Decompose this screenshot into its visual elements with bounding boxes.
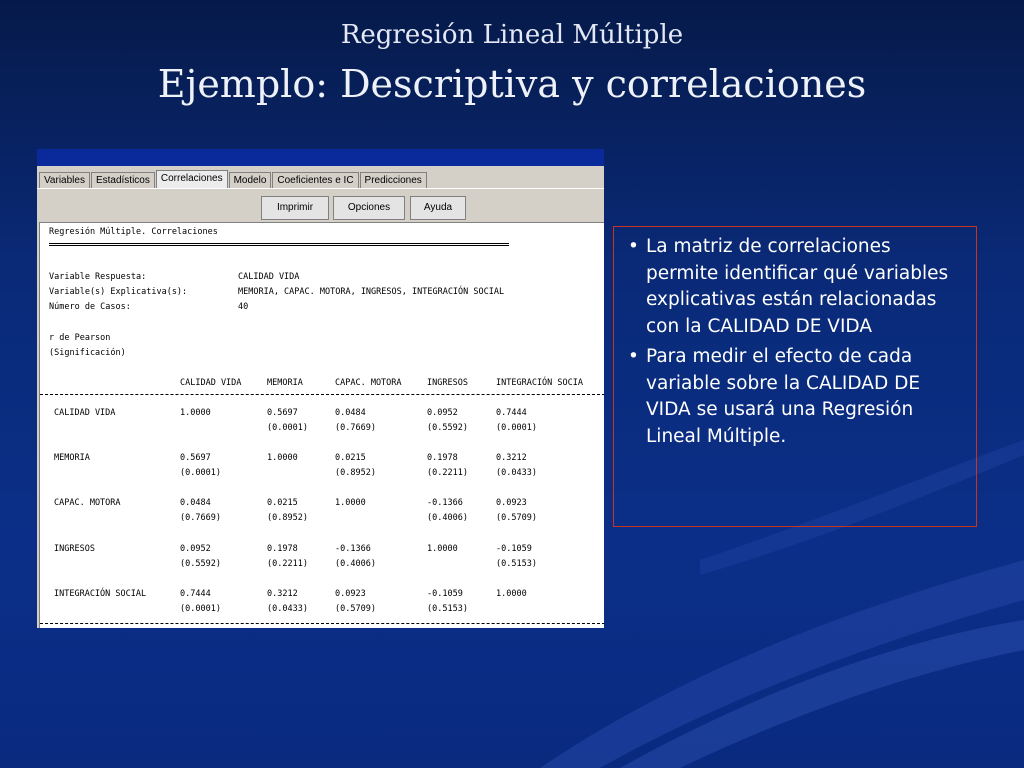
table-cell: -0.1059 xyxy=(496,544,532,554)
slide-title: Regresión Lineal Múltiple xyxy=(340,20,684,50)
tab-bar xyxy=(39,172,428,189)
col-header: CAPAC. MOTORA xyxy=(335,378,402,388)
table-cell: -0.1366 xyxy=(335,544,371,554)
table-cell: (0.8952) xyxy=(267,513,308,523)
cases-label: Número de Casos: xyxy=(49,302,131,312)
col-header: INTEGRACIÓN SOCIA xyxy=(496,378,583,388)
table-cell: (0.7669) xyxy=(335,423,376,433)
table-cell: 0.0484 xyxy=(180,498,211,508)
row-label: CALIDAD VIDA xyxy=(54,408,116,418)
table-cell: (0.0001) xyxy=(496,423,537,433)
table-cell: 0.0923 xyxy=(496,498,527,508)
table-cell: 0.0215 xyxy=(335,453,366,463)
row-label: INTEGRACIÓN SOCIAL xyxy=(54,589,147,599)
notes-box xyxy=(613,226,977,527)
table-cell: (0.0433) xyxy=(496,468,537,478)
table-cell: (0.5592) xyxy=(427,423,468,433)
table-cell: 1.0000 xyxy=(267,453,298,463)
print-button[interactable]: Imprimir xyxy=(261,196,329,220)
table-cell: 0.1978 xyxy=(267,544,298,554)
table-cell: 0.0484 xyxy=(335,408,366,418)
table-cell: -0.1059 xyxy=(427,589,463,599)
table-cell: 0.0952 xyxy=(180,544,211,554)
pearson-label: r de Pearson xyxy=(49,333,111,343)
table-cell: 0.0215 xyxy=(267,498,298,508)
table-cell: 1.0000 xyxy=(496,589,527,599)
tab-correlaciones[interactable]: Correlaciones xyxy=(156,170,228,189)
row-label: CAPAC. MOTORA xyxy=(54,498,121,508)
table-cell: (0.0001) xyxy=(180,468,221,478)
help-button[interactable]: Ayuda xyxy=(410,196,466,220)
table-cell: 0.7444 xyxy=(180,589,211,599)
tab-variables[interactable]: Variables xyxy=(39,172,90,189)
col-header: INGRESOS xyxy=(427,378,468,388)
table-cell: 0.7444 xyxy=(496,408,527,418)
options-button[interactable]: Opciones xyxy=(333,196,405,220)
table-cell: 0.5697 xyxy=(267,408,298,418)
table-cell: -0.1366 xyxy=(427,498,463,508)
table-cell: 0.3212 xyxy=(267,589,298,599)
tab-predicciones[interactable]: Predicciones xyxy=(360,172,427,189)
tab-divider xyxy=(37,188,604,189)
table-cell: 0.3212 xyxy=(496,453,527,463)
report-output xyxy=(39,222,604,628)
table-cell: 0.0952 xyxy=(427,408,458,418)
table-cell: 1.0000 xyxy=(427,544,458,554)
window-title-bar xyxy=(37,149,604,166)
explanatory-label: Variable(s) Explicativa(s): xyxy=(49,287,188,297)
table-cell: (0.5153) xyxy=(427,604,468,614)
explanatory-value: MEMORIA, CAPAC. MOTORA, INGRESOS, INTEGRACIÓN SOCIAL xyxy=(238,287,505,297)
tab-coeficientes[interactable]: Coeficientes e IC xyxy=(272,172,358,189)
table-cell: (0.2211) xyxy=(267,559,308,569)
table-cell: (0.0433) xyxy=(267,604,308,614)
bullet-item: • Para medir el efecto de cada variable sobre la CALIDAD DE VIDA se usará una Regresión Lineal Múltiple. xyxy=(622,344,968,450)
bullet-item: • La matriz de correlaciones permite identificar qué variables explicativas están relacionadas con la CALIDAD DE VIDA xyxy=(622,234,968,340)
signif-label: (Significación) xyxy=(49,348,126,358)
cases-value: 40 xyxy=(238,302,249,312)
heading-rule xyxy=(49,243,509,246)
table-cell: 1.0000 xyxy=(335,498,366,508)
table-cell: (0.5153) xyxy=(496,559,537,569)
table-cell: (0.5709) xyxy=(496,513,537,523)
response-label: Variable Respuesta: xyxy=(49,272,147,282)
table-cell: 1.0000 xyxy=(180,408,211,418)
table-cell: (0.7669) xyxy=(180,513,221,523)
report-heading: Regresión Múltiple. Correlaciones xyxy=(49,227,218,237)
table-cell: (0.0001) xyxy=(267,423,308,433)
col-header: MEMORIA xyxy=(267,378,303,388)
tab-estadisticos[interactable]: Estadísticos xyxy=(91,172,155,189)
table-cell: (0.8952) xyxy=(335,468,376,478)
table-cell: (0.0001) xyxy=(180,604,221,614)
response-value: CALIDAD VIDA xyxy=(238,272,300,282)
tab-modelo[interactable]: Modelo xyxy=(229,172,272,189)
table-cell: 0.1978 xyxy=(427,453,458,463)
row-label: INGRESOS xyxy=(54,544,95,554)
table-top-rule xyxy=(40,394,604,395)
row-label: MEMORIA xyxy=(54,453,90,463)
col-header: CALIDAD VIDA xyxy=(180,378,242,388)
table-cell: 0.5697 xyxy=(180,453,211,463)
table-cell: 0.0923 xyxy=(335,589,366,599)
table-bottom-rule xyxy=(40,623,604,624)
slide-subtitle: Ejemplo: Descriptiva y correlaciones xyxy=(157,62,867,106)
table-cell: (0.5592) xyxy=(180,559,221,569)
table-cell: (0.2211) xyxy=(427,468,468,478)
stats-app-window xyxy=(37,149,604,628)
table-cell: (0.4006) xyxy=(427,513,468,523)
table-cell: (0.4006) xyxy=(335,559,376,569)
table-cell: (0.5709) xyxy=(335,604,376,614)
